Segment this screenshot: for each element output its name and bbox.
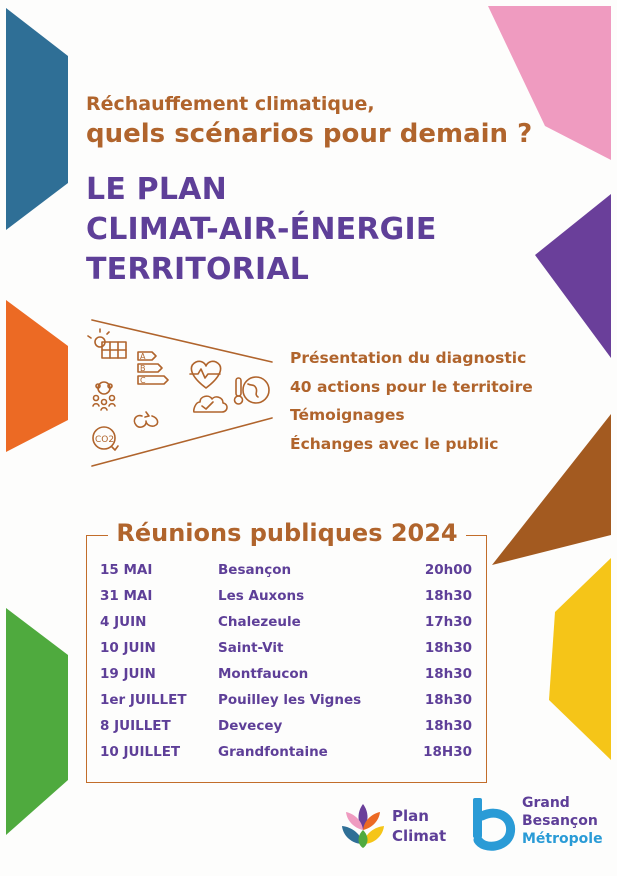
meeting-time: 18h30	[424, 666, 472, 682]
svg-text:B: B	[140, 364, 146, 373]
meeting-place: Pouilley les Vignes	[218, 692, 362, 708]
cloud-check-icon	[194, 396, 227, 412]
meeting-row	[100, 562, 472, 588]
meeting-date: 4 JUIN	[100, 614, 147, 630]
solar-panel-icon	[88, 329, 126, 358]
box-border-right-segment	[466, 535, 487, 536]
title-line-1: LE PLAN	[86, 172, 227, 207]
metropole-line-3: Métropole	[522, 831, 603, 847]
meeting-date: 8 JUILLET	[100, 718, 171, 734]
meeting-time: 20h00	[424, 562, 472, 578]
plan-climat-leaf-icon	[338, 800, 388, 852]
meeting-date: 19 JUIN	[100, 666, 156, 682]
meeting-date: 10 JUIN	[100, 640, 156, 656]
blue-shape	[6, 8, 68, 230]
meeting-time: 18h30	[424, 640, 472, 656]
meeting-row	[100, 692, 472, 718]
meeting-place: Besançon	[218, 562, 292, 578]
co2-icon	[93, 427, 118, 450]
plan-climat-line-1: Plan	[392, 807, 429, 825]
heart-rate-icon	[190, 361, 221, 388]
actions-list	[290, 344, 533, 458]
meeting-date: 15 MAI	[100, 562, 153, 578]
people-network-icon	[93, 382, 115, 410]
plan-climat-line-2: Climat	[392, 827, 447, 845]
yellow-shape	[549, 558, 611, 760]
meeting-row	[100, 718, 472, 744]
violet-shape	[535, 194, 611, 358]
svg-text:CO2: CO2	[95, 435, 115, 445]
meeting-time: 18h30	[424, 718, 472, 734]
meeting-row	[100, 640, 472, 666]
subtitle-line-2: quels scénarios pour demain ?	[86, 119, 533, 149]
subtitle-line-1: Réchauffement climatique,	[86, 93, 375, 115]
meeting-time: 17h30	[424, 614, 472, 630]
action-item: Témoignages	[290, 406, 405, 424]
main-title	[86, 170, 437, 290]
action-item: 40 actions pour le territoire	[290, 377, 533, 396]
orange-shape	[6, 300, 68, 452]
meeting-row	[100, 614, 472, 640]
thermometer-globe-icon	[235, 377, 270, 404]
plan-climat-logo-text	[392, 806, 446, 846]
meeting-place: Les Auxons	[218, 588, 305, 604]
funnel-top-line	[92, 320, 272, 362]
meeting-time: 18h30	[424, 588, 472, 604]
meeting-row	[100, 588, 472, 614]
meeting-date: 10 JUILLET	[100, 744, 181, 760]
grand-besancon-b-icon	[470, 796, 516, 852]
meeting-place: Grandfontaine	[218, 744, 328, 760]
energy-label-icon	[138, 352, 168, 385]
meetings-table	[100, 562, 472, 770]
green-shape	[6, 608, 68, 835]
metropole-line-2: Besançon	[522, 813, 598, 829]
meeting-time: 18H30	[423, 744, 472, 760]
meetings-title: Réunions publiques 2024	[116, 519, 458, 547]
meeting-place: Montfaucon	[218, 666, 309, 682]
svg-text:C: C	[140, 376, 146, 385]
box-border-left-segment	[86, 535, 108, 536]
action-item: Échanges avec le public	[290, 434, 499, 453]
funnel-bottom-line	[92, 418, 272, 466]
title-line-2: CLIMAT-AIR-ÉNERGIE	[86, 212, 437, 247]
meeting-date: 1er JUILLET	[100, 692, 187, 708]
meeting-place: Saint-Vit	[218, 640, 284, 656]
action-item: Présentation du diagnostic	[290, 349, 527, 367]
meeting-place: Devecey	[218, 718, 283, 734]
meeting-row	[100, 666, 472, 692]
meeting-date: 31 MAI	[100, 588, 153, 604]
recycle-icon	[134, 412, 157, 427]
title-line-3: TERRITORIAL	[86, 252, 310, 287]
meeting-time: 18h30	[424, 692, 472, 708]
icon-funnel	[86, 316, 286, 470]
metropole-line-1: Grand	[522, 795, 570, 811]
meeting-place: Chalezeule	[218, 614, 301, 630]
svg-text:A: A	[140, 352, 146, 361]
grand-besancon-logo-text	[522, 794, 603, 848]
meeting-row	[100, 744, 472, 770]
